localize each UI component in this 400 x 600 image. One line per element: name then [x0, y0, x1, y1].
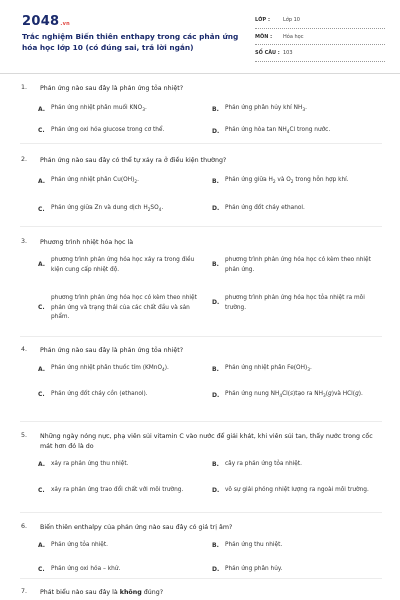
option-letter: B. [212, 365, 219, 373]
site-logo[interactable]: 2048.vn [22, 14, 71, 29]
question-text: Phản ứng nào sau đây có thể tự xảy ra ở điều kiện thường? [40, 157, 227, 164]
option-text: xảy ra phản ứng thu nhiệt. [51, 461, 129, 467]
option-letter: B. [212, 460, 219, 468]
question-number: 3. [21, 238, 28, 245]
option-letter: C. [38, 565, 45, 573]
question-text: Phương trình nhiệt hóa học là [40, 239, 134, 246]
option-letter: D. [212, 299, 220, 306]
option-letter: B. [212, 177, 219, 185]
header-divider [0, 73, 400, 74]
option-text: Phản ứng nhiệt phân $Fe(OH)_3$. [225, 365, 312, 374]
option-text: Phản ứng phân hủy khí $NH_3$. [225, 105, 307, 114]
option-letter: A. [38, 541, 46, 549]
question-number: 4. [21, 346, 28, 353]
meta-subject: MÔN : Hóa học [255, 31, 385, 46]
meta-question-count: SỐ CÂU : 103 [255, 47, 385, 62]
question-divider [20, 336, 382, 337]
question-divider [20, 143, 382, 144]
option-letter: B. [212, 261, 219, 268]
meta-class: LỚP : Lớp 10 [255, 14, 385, 29]
option-text: Phản ứng thu nhiệt. [225, 542, 283, 548]
question-text: Phản ứng nào sau đây là phản ứng tỏa nhiệt? [40, 85, 184, 92]
option-text: Phản ứng nhiệt phân $Cu(OH)_2$. [51, 177, 139, 186]
option-letter: B. [212, 105, 219, 113]
question-number: 7. [21, 588, 28, 595]
option-text: Phản ứng đốt cháy ethanol. [225, 205, 305, 211]
question-divider [20, 578, 382, 579]
question-divider [20, 512, 382, 513]
option-letter: D. [212, 565, 220, 573]
document-header [0, 0, 400, 64]
option-letter: C. [38, 486, 45, 494]
option-text: cây ra phản ứng tỏa nhiệt. [225, 461, 302, 467]
option-text: Phản ứng tỏa nhiệt. [51, 542, 108, 548]
question-text: Biến thiên enthalpy của phản ứng nào sau đây có giá trị âm? [40, 524, 233, 531]
question-text: Những ngày nóng nực, phạ viên sủi vitamin C vào nước để giải khát, khi viên sủi tan, thấy nước trong cốc mát hơn đó là do [40, 433, 373, 450]
option-text: xảy ra phản ứng trao đổi chất với môi trường. [51, 487, 184, 493]
option-letter: A. [38, 177, 46, 185]
option-text: Phản ứng giữa $H_2$ và $O_2$ trong hỗn hợp khí. [225, 177, 349, 186]
option-text: Phản ứng phân hủy. [225, 566, 283, 572]
option-text: phương trình phản ứng hóa học tỏa nhiệt ra môi trường. [225, 295, 365, 311]
option-letter: A. [38, 365, 46, 373]
option-text: Phản ứng nhiệt phân muối $KNO_3$. [51, 105, 147, 114]
option-letter: A. [38, 261, 46, 268]
question-number: 1. [21, 84, 28, 91]
option-text: Phản ứng oxi hóa glucose trong cơ thể. [51, 127, 165, 133]
option-text: Phản ứng nung $NH_4Cl(s)tạo$ ra $NH_3(g)và$ HCl(g). [225, 391, 363, 400]
option-letter: C. [38, 390, 45, 398]
question-text: Phản ứng nào sau đây là phản ứng tỏa nhiệt? [40, 347, 184, 354]
option-text: Phản ứng oxi hóa – khử. [51, 566, 121, 572]
question-divider [20, 226, 382, 227]
option-letter: D. [212, 127, 220, 135]
option-letter: B. [212, 541, 219, 549]
option-letter: D. [212, 204, 220, 212]
question-text: Phát biểu nào sau đây là không đúng? [40, 589, 164, 596]
option-letter: C. [38, 126, 45, 134]
question-divider [20, 421, 382, 422]
option-letter: C. [38, 304, 45, 311]
question-number: 5. [21, 432, 28, 439]
option-letter: A. [38, 460, 46, 468]
question-number: 2. [21, 156, 28, 163]
option-letter: A. [38, 105, 46, 113]
option-letter: C. [38, 205, 45, 213]
option-text: phương trình phản ứng hóa học xảy ra trong điều kiện cung cấp nhiệt độ. [51, 257, 195, 273]
question-number: 6. [21, 523, 28, 530]
option-text: phương trình phản ứng hóa học có kèm theo nhiệt phản ứng. [225, 257, 371, 273]
option-letter: D. [212, 391, 220, 399]
page-title: Trắc nghiệm Biến thiên enthapy trong các phản ứng hóa học lớp 10 (có đúng sai, trả lời ngắn) [22, 32, 239, 52]
option-text: Phản ứng hòa $\tan NH_4Cl$ trong nước. [225, 127, 331, 136]
option-text: vô sự giải phóng nhiệt lượng ra ngoài môi trường. [225, 487, 369, 493]
option-text: Phản ứng nhiệt phân thuốc tím (KMnO$_4$). [51, 365, 169, 374]
option-text: Phản ứng đốt cháy cồn (ethanol). [51, 391, 148, 397]
option-text: Phản ứng giữa Zn và dung dịch $H_2SO_4$. [51, 205, 164, 214]
option-text: phương trình phản ứng hóa học có kèm theo nhiệt phản ứng và trạng thái của các chất đầu và sản phẩm. [51, 295, 197, 320]
option-letter: D. [212, 486, 220, 494]
document-meta [255, 14, 385, 64]
